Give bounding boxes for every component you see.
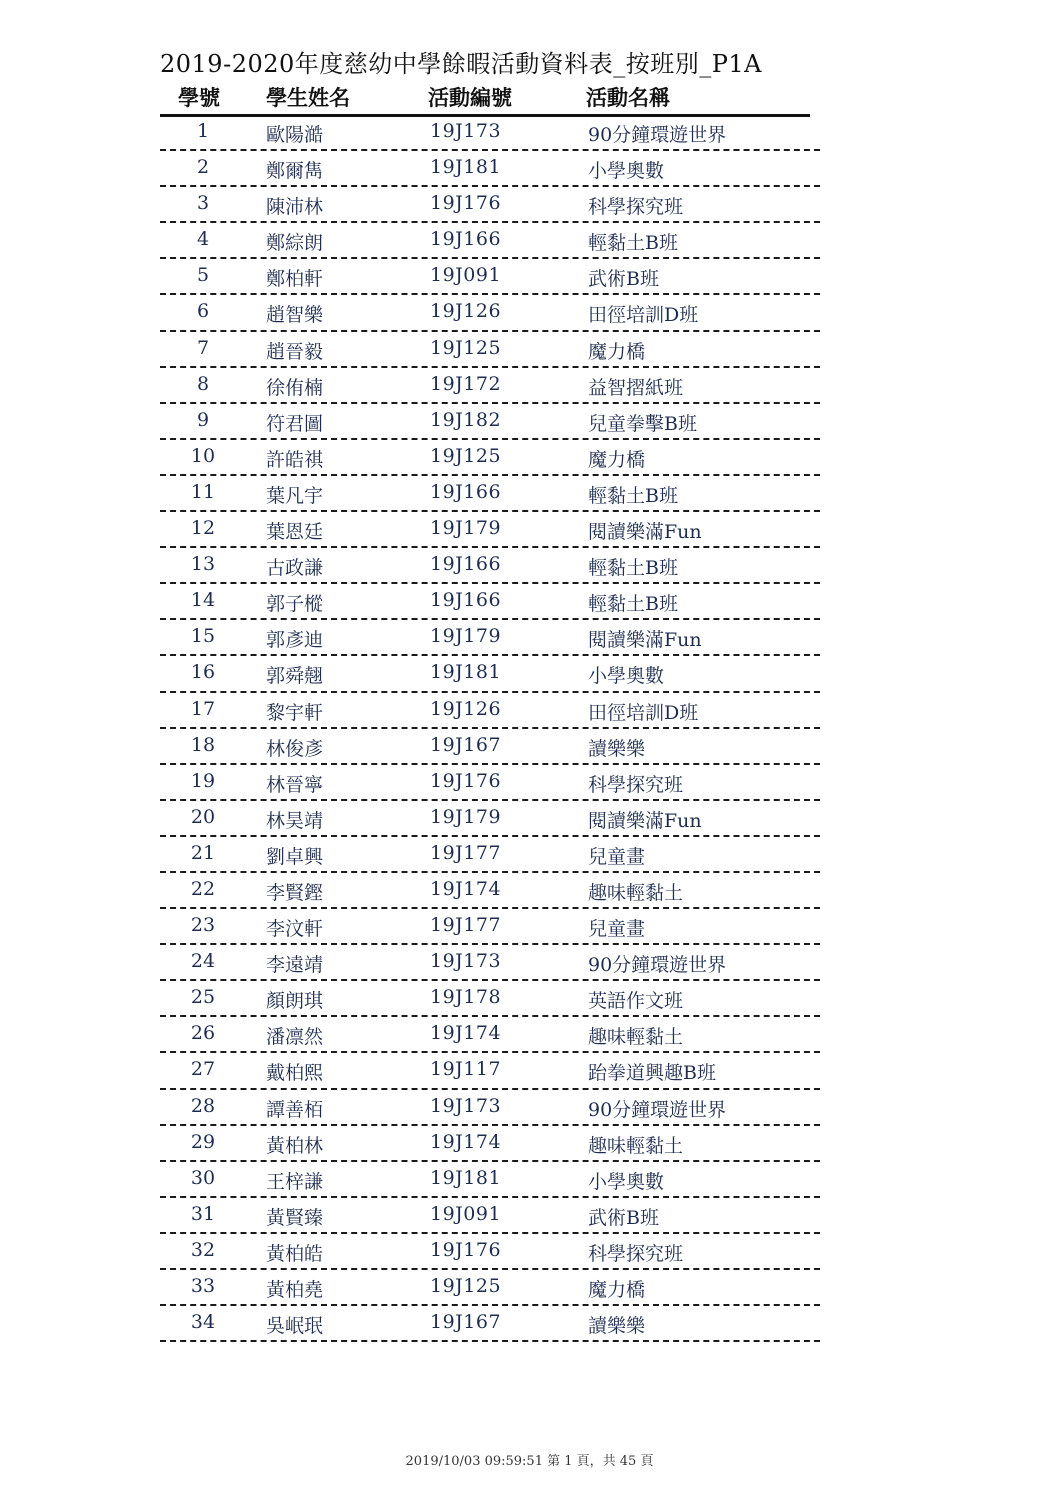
table-row [160, 656, 820, 692]
activity-code: 19J125 [430, 444, 502, 467]
activity-name: 小學奧數 [588, 160, 665, 183]
student-name: 鄭爾雋 [266, 160, 324, 183]
activity-code: 19J174 [430, 1022, 502, 1045]
table-row [160, 404, 820, 440]
student-no: 7 [196, 336, 210, 359]
activity-name: 閱讀樂滿Fun [588, 809, 702, 832]
activity-name: 讀樂樂 [588, 1315, 646, 1338]
student-name: 譚善栢 [266, 1098, 324, 1121]
activity-code: 19J181 [430, 661, 502, 684]
activity-code: 19J178 [430, 986, 502, 1009]
student-no: 25 [190, 986, 216, 1009]
student-name: 潘凛然 [266, 1026, 324, 1049]
student-name: 葉恩廷 [266, 521, 324, 544]
table-row [160, 801, 820, 837]
activity-code: 19J173 [430, 120, 502, 142]
student-name: 劉卓興 [266, 845, 324, 868]
activity-name: 科學探究班 [588, 196, 684, 219]
activity-name: 輕黏土B班 [588, 557, 678, 580]
activity-code: 19J125 [430, 336, 502, 359]
activity-code: 19J167 [430, 733, 502, 756]
table-header [160, 82, 810, 117]
table-row [160, 476, 820, 512]
student-name: 顏朗琪 [266, 990, 324, 1013]
activity-name: 魔力橋 [588, 448, 646, 471]
student-name: 黃賢臻 [266, 1206, 324, 1229]
student-no: 21 [190, 841, 216, 864]
activity-name: 魔力橋 [588, 1279, 646, 1301]
student-name: 許皓祺 [266, 448, 324, 471]
activity-name: 科學探究班 [588, 773, 684, 796]
activity-code: 19J167 [430, 1311, 502, 1334]
student-name: 陳沛林 [266, 196, 324, 219]
activity-code: 19J179 [430, 805, 502, 828]
student-name: 王梓謙 [266, 1170, 324, 1193]
activity-code: 19J172 [430, 372, 502, 395]
table-row [160, 512, 820, 548]
student-no: 26 [190, 1022, 216, 1045]
table-row [160, 332, 820, 368]
table-row [160, 837, 820, 873]
header-student-name: 學生姓名 [266, 85, 350, 110]
table-row [160, 368, 820, 404]
student-no: 34 [190, 1311, 216, 1334]
activity-code: 19J181 [430, 1166, 502, 1189]
student-no: 28 [190, 1094, 216, 1117]
activity-name: 小學奧數 [588, 665, 665, 688]
table-row [160, 729, 820, 765]
student-no: 31 [190, 1202, 216, 1225]
activity-name: 90分鐘環遊世界 [588, 954, 727, 977]
header-activity-code: 活動編號 [428, 85, 512, 110]
student-name: 黃柏堯 [266, 1279, 324, 1301]
table-row [160, 1234, 820, 1270]
activity-name: 趣味輕黏土 [588, 1134, 684, 1157]
page-title: 2019-2020年度慈幼中學餘暇活動資料表_按班別_P1A [160, 50, 763, 78]
student-name: 徐侑楠 [266, 376, 324, 399]
table-body [160, 115, 820, 1342]
activity-code: 19J177 [430, 914, 502, 937]
table-row [160, 1162, 820, 1198]
table-row [160, 440, 820, 476]
activity-name: 益智摺紙班 [588, 376, 684, 399]
student-no: 10 [190, 444, 216, 467]
student-no: 15 [190, 625, 216, 648]
table-row [160, 1306, 820, 1342]
student-no: 18 [190, 733, 216, 756]
activity-name: 90分鐘環遊世界 [588, 124, 727, 146]
student-no: 1 [196, 120, 210, 142]
table-row [160, 223, 820, 259]
activity-code: 19J176 [430, 192, 502, 215]
activity-name: 武術B班 [588, 268, 659, 291]
student-name: 林晉寧 [266, 773, 324, 796]
student-name: 郭子樅 [266, 593, 324, 616]
activity-name: 閱讀樂滿Fun [588, 521, 702, 544]
activity-name: 兒童畫 [588, 918, 646, 941]
student-no: 4 [196, 228, 210, 251]
student-name: 吳岷珉 [266, 1315, 324, 1338]
activity-code: 19J125 [430, 1275, 502, 1297]
student-no: 19 [190, 769, 216, 792]
table-row [160, 584, 820, 620]
table-row [160, 1090, 820, 1126]
student-no: 30 [190, 1166, 216, 1189]
table-row [160, 151, 820, 187]
student-name: 李賢鏗 [266, 881, 324, 904]
activity-name: 趣味輕黏土 [588, 881, 684, 904]
activity-code: 19J174 [430, 877, 502, 900]
activity-name: 輕黏土B班 [588, 593, 678, 616]
activity-name: 趣味輕黏土 [588, 1026, 684, 1049]
student-no: 17 [190, 697, 216, 720]
student-name: 趙晉毅 [266, 340, 324, 363]
table-row [160, 1017, 820, 1053]
student-name: 鄭柏軒 [266, 268, 324, 291]
table-row [160, 873, 820, 909]
activity-name: 讀樂樂 [588, 737, 646, 760]
student-no: 9 [196, 408, 210, 431]
table-row [160, 115, 820, 151]
student-name: 符君圖 [266, 412, 324, 435]
activity-code: 19J182 [430, 408, 502, 431]
activity-name: 輕黏土B班 [588, 484, 678, 507]
student-no: 22 [190, 877, 216, 900]
student-no: 16 [190, 661, 216, 684]
activity-name: 輕黏土B班 [588, 232, 678, 255]
table-row [160, 1270, 820, 1306]
student-name: 戴柏熙 [266, 1062, 324, 1085]
activity-name: 武術B班 [588, 1206, 659, 1229]
activity-code: 19J181 [430, 156, 502, 179]
activity-name: 科學探究班 [588, 1242, 684, 1265]
activity-code: 19J091 [430, 264, 502, 287]
student-no: 23 [190, 914, 216, 937]
table-row [160, 548, 820, 584]
student-no: 27 [190, 1058, 216, 1081]
student-no: 14 [190, 589, 216, 612]
activity-name: 小學奧數 [588, 1170, 665, 1193]
activity-code: 19J173 [430, 950, 502, 973]
student-name: 黃柏皓 [266, 1242, 324, 1265]
activity-code: 19J166 [430, 553, 502, 576]
activity-name: 英語作文班 [588, 990, 684, 1013]
student-name: 古政謙 [266, 557, 324, 580]
student-name: 郭彥迪 [266, 629, 324, 652]
activity-code: 19J166 [430, 480, 502, 503]
student-name: 葉凡宇 [266, 484, 324, 507]
student-no: 3 [196, 192, 210, 215]
student-no: 33 [190, 1275, 216, 1297]
table-row [160, 693, 820, 729]
student-no: 11 [190, 480, 216, 503]
student-no: 2 [196, 156, 210, 179]
student-name: 李汶軒 [266, 918, 324, 941]
activity-name: 兒童拳擊B班 [588, 412, 697, 435]
student-name: 歐陽澔 [266, 124, 324, 146]
student-no: 32 [190, 1238, 216, 1261]
table-row [160, 981, 820, 1017]
student-no: 13 [190, 553, 216, 576]
activity-code: 19J179 [430, 625, 502, 648]
activity-name: 田徑培訓D班 [588, 304, 699, 327]
student-no: 6 [196, 300, 210, 323]
activity-name: 兒童畫 [588, 845, 646, 868]
table-row [160, 1053, 820, 1089]
activity-name: 閱讀樂滿Fun [588, 629, 702, 652]
table-row [160, 259, 820, 295]
activity-code: 19J166 [430, 589, 502, 612]
student-no: 20 [190, 805, 216, 828]
activity-code: 19J091 [430, 1202, 502, 1225]
activity-code: 19J179 [430, 517, 502, 540]
activity-name: 田徑培訓D班 [588, 701, 699, 724]
student-no: 24 [190, 950, 216, 973]
student-name: 李遠靖 [266, 954, 324, 977]
student-no: 5 [196, 264, 210, 287]
activity-code: 19J177 [430, 841, 502, 864]
activity-code: 19J126 [430, 300, 502, 323]
activity-code: 19J176 [430, 769, 502, 792]
table-row [160, 1126, 820, 1162]
header-activity-name: 活動名稱 [586, 85, 670, 110]
student-name: 林昊靖 [266, 809, 324, 832]
activity-name: 魔力橋 [588, 340, 646, 363]
student-name: 林俊彥 [266, 737, 324, 760]
student-no: 12 [190, 517, 216, 540]
page-footer: 2019/10/03 09:59:51 第 1 頁，共 45 頁 [405, 1454, 654, 1469]
table-row [160, 765, 820, 801]
student-no: 29 [190, 1130, 216, 1153]
activity-code: 19J126 [430, 697, 502, 720]
table-row [160, 909, 820, 945]
table-row [160, 945, 820, 981]
activity-name: 90分鐘環遊世界 [588, 1098, 727, 1121]
activity-code: 19J117 [430, 1058, 502, 1081]
table-row [160, 1198, 820, 1234]
student-name: 黃柏林 [266, 1134, 324, 1157]
header-student-no: 學號 [178, 85, 220, 110]
student-no: 8 [196, 372, 210, 395]
activity-code: 19J174 [430, 1130, 502, 1153]
table-row [160, 295, 820, 331]
student-name: 趙智樂 [266, 304, 324, 327]
student-name: 郭舜翹 [266, 665, 324, 688]
activity-code: 19J173 [430, 1094, 502, 1117]
table-row [160, 187, 820, 223]
activity-code: 19J166 [430, 228, 502, 251]
table-row [160, 620, 820, 656]
activity-name: 跆拳道興趣B班 [588, 1062, 716, 1085]
activity-code: 19J176 [430, 1238, 502, 1261]
student-name: 鄭綜朗 [266, 232, 324, 255]
student-name: 黎宇軒 [266, 701, 324, 724]
